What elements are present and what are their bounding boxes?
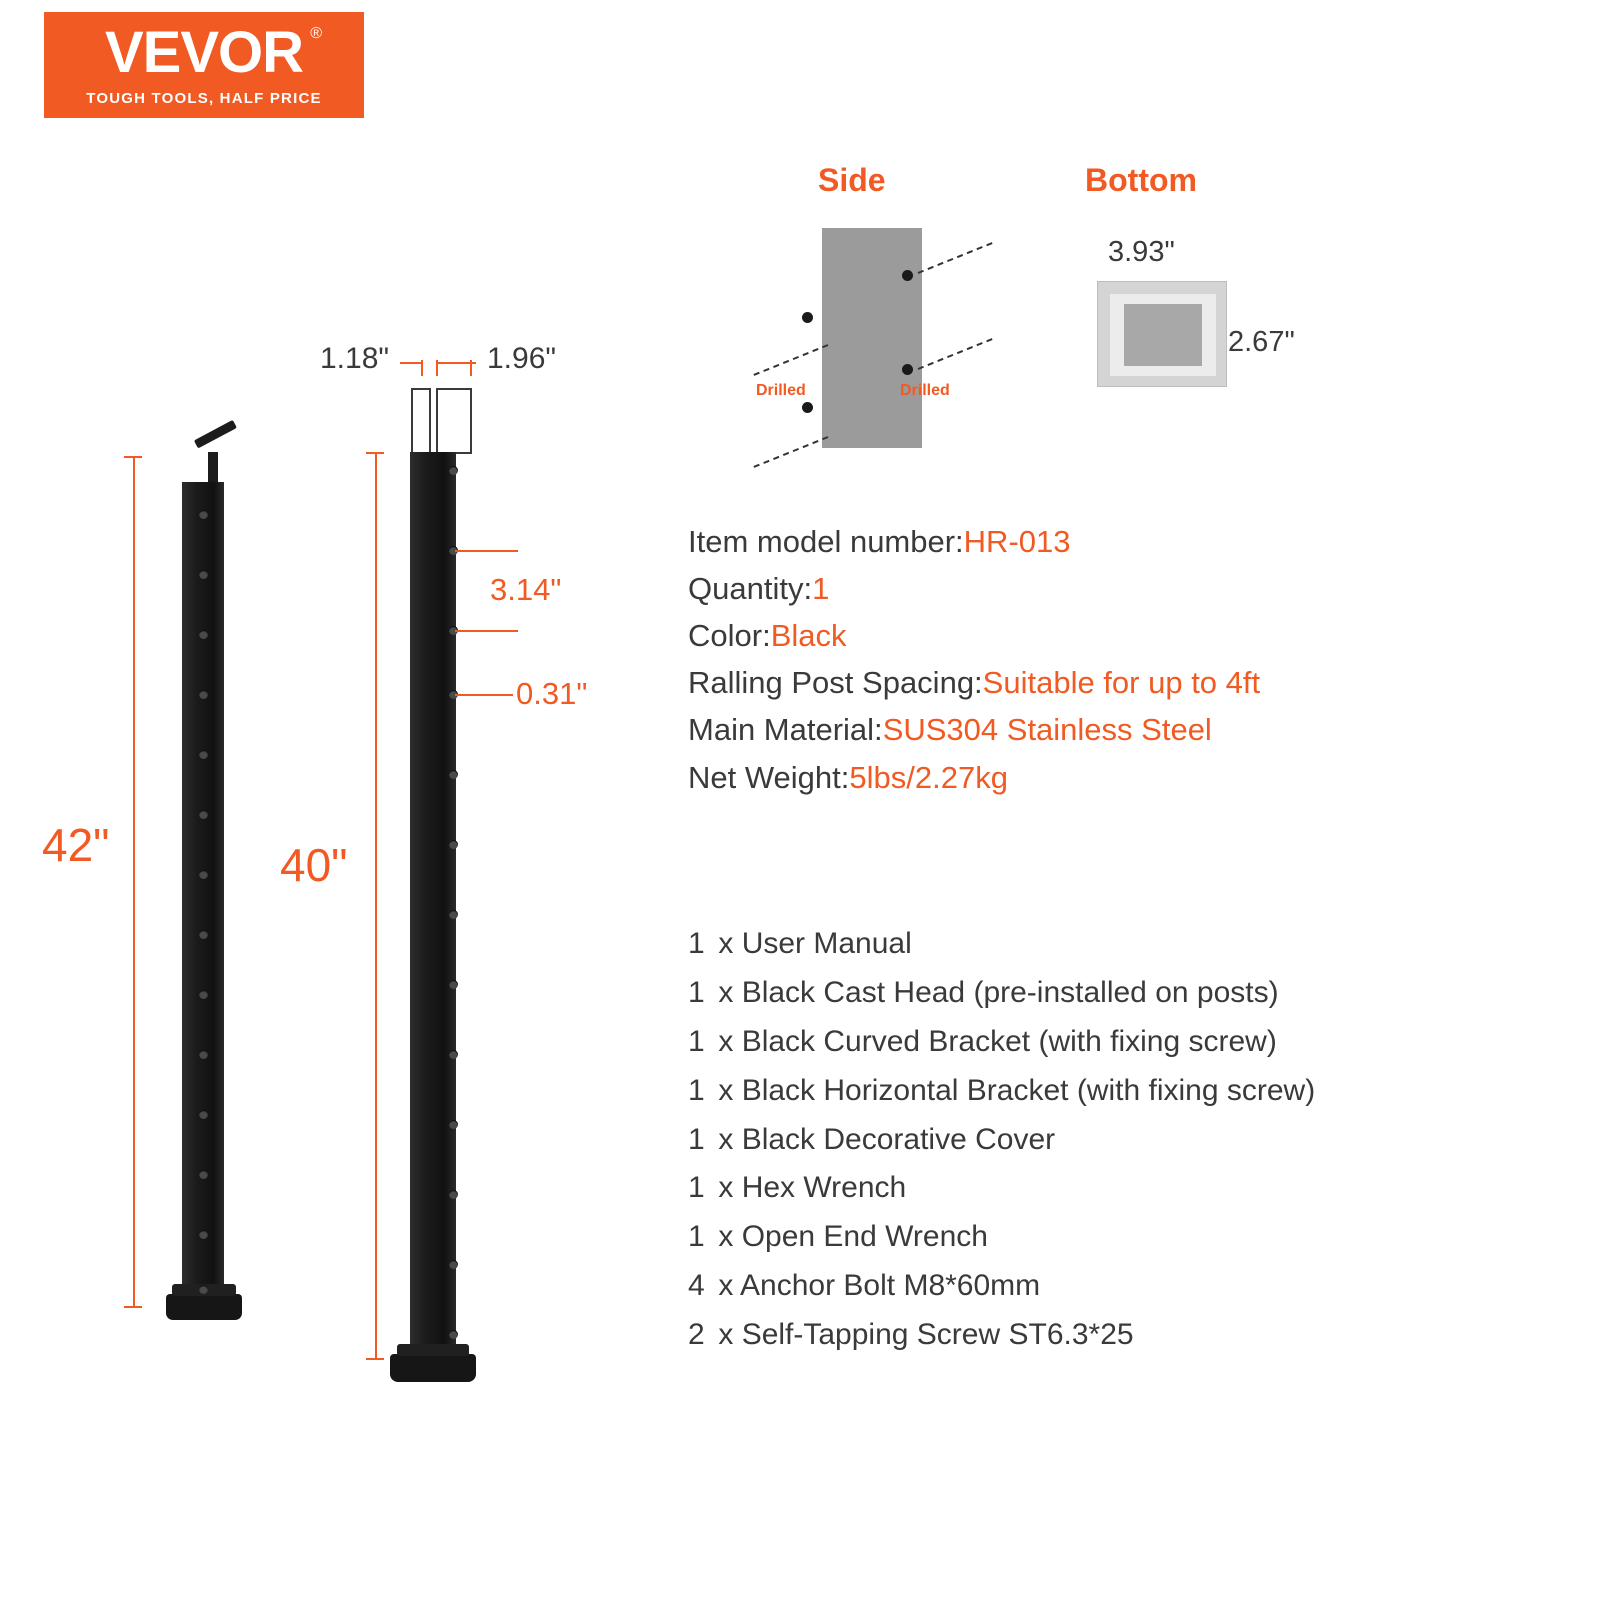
post-hole	[449, 1330, 458, 1339]
leader-hole-spacing-top	[455, 550, 518, 552]
spec-label: Item model number:	[688, 524, 964, 559]
label-tube-large: 1.96"	[487, 342, 557, 375]
dimension-tick	[124, 456, 142, 458]
item-name: Hex Wrench	[741, 1171, 907, 1205]
spec-value: 1	[812, 571, 830, 607]
post-40-base-plate	[390, 1354, 476, 1382]
spec-value: SUS304 Stainless Steel	[882, 712, 1212, 748]
item-qty: 1	[688, 975, 705, 1009]
drill-point	[902, 270, 913, 281]
list-item	[688, 1164, 1578, 1213]
post-hole	[199, 630, 208, 639]
spec-value: HR-013	[963, 524, 1071, 559]
dimension-tick	[436, 360, 438, 376]
item-name: Black Cast Head (pre-installed on posts)	[741, 975, 1279, 1009]
post-hole	[199, 810, 208, 819]
vevor-logo	[44, 12, 364, 118]
item-x: x	[718, 1171, 734, 1205]
post-hole	[199, 510, 208, 519]
post-hole	[199, 1230, 208, 1239]
cable-line	[753, 436, 828, 468]
list-item	[688, 1262, 1578, 1311]
item-name: Black Curved Bracket (with fixing screw)	[741, 1024, 1277, 1058]
list-item	[688, 1213, 1578, 1262]
item-name: Self-Tapping Screw ST6.3*25	[741, 1318, 1134, 1352]
label-bottom-width: 3.93"	[1108, 236, 1175, 268]
item-x: x	[718, 1269, 734, 1303]
cable-line	[753, 344, 828, 376]
dimension-tick	[421, 360, 423, 376]
item-qty: 1	[688, 1073, 705, 1107]
post-hole	[449, 910, 458, 919]
item-name: Open End Wrench	[741, 1220, 988, 1254]
post-hole	[449, 466, 458, 475]
side-view-title: Side	[818, 162, 886, 198]
post-40-body	[410, 452, 456, 1354]
dimension-tick	[366, 452, 384, 454]
post-hole	[449, 1120, 458, 1129]
brand-name-text: VEVOR	[104, 19, 304, 85]
dimension-line-40	[375, 452, 377, 1360]
label-post-40-height: 40"	[280, 839, 348, 891]
spec-value: Black	[770, 618, 847, 654]
post-hole	[449, 1260, 458, 1269]
item-name: Black Decorative Cover	[741, 1122, 1056, 1156]
spec-row	[688, 706, 1568, 753]
item-x: x	[718, 1318, 734, 1352]
post-hole	[199, 750, 208, 759]
leader-hole-spacing-bottom	[455, 630, 518, 632]
post-hole	[199, 870, 208, 879]
item-x: x	[718, 927, 734, 960]
spec-value: Suitable for up to 4ft	[982, 665, 1261, 701]
registered-mark: ®	[310, 24, 322, 42]
spec-row	[688, 518, 1568, 565]
spec-label: Ralling Post Spacing:	[688, 665, 983, 701]
post-hole	[449, 1190, 458, 1199]
list-item	[688, 1311, 1578, 1360]
spec-value: 5lbs/2.27kg	[849, 759, 1008, 795]
spec-label: Net Weight:	[688, 759, 850, 795]
label-tube-small: 1.18"	[320, 342, 390, 375]
label-bottom-height: 2.67"	[1228, 326, 1295, 358]
spec-label: Main Material:	[688, 712, 883, 748]
post-hole	[199, 570, 208, 579]
item-qty: 1	[688, 1220, 705, 1254]
item-x: x	[718, 975, 734, 1009]
post-hole	[199, 690, 208, 699]
specification-list	[688, 518, 1568, 801]
spec-row	[688, 754, 1568, 801]
post-hole	[449, 770, 458, 779]
post-42-base-plate	[166, 1294, 242, 1320]
brand-name	[104, 19, 322, 85]
label-post-42-height: 42"	[42, 819, 110, 871]
spec-row	[688, 612, 1568, 659]
label-drilled-left: Drilled	[756, 382, 806, 399]
label-hole-spacing: 3.14"	[490, 572, 562, 607]
label-hole-diameter: 0.31"	[516, 676, 588, 711]
item-name: Anchor Bolt M8*60mm	[740, 1269, 1041, 1303]
item-qty: 1	[688, 927, 705, 960]
dimension-tick	[124, 1306, 142, 1308]
drill-point	[902, 364, 913, 375]
item-qty: 4	[688, 1269, 705, 1303]
bottom-view-title: Bottom	[1085, 162, 1197, 198]
post-hole	[199, 930, 208, 939]
dimension-tick	[366, 1358, 384, 1360]
item-x: x	[718, 1122, 734, 1156]
package-contents-list	[688, 920, 1578, 1360]
label-drilled-right: Drilled	[900, 382, 950, 399]
drill-point	[802, 402, 813, 413]
list-item	[688, 1116, 1578, 1165]
tube-1-18	[411, 388, 431, 454]
bottom-plate-outline	[1097, 281, 1227, 387]
item-qty: 2	[688, 1318, 705, 1352]
item-qty: 1	[688, 1122, 705, 1156]
cable-line	[918, 338, 993, 370]
post-hole	[199, 1285, 208, 1294]
post-hole	[199, 1170, 208, 1179]
post-hole	[199, 1050, 208, 1059]
spec-row	[688, 659, 1568, 706]
item-qty: 1	[688, 1171, 705, 1205]
post-hole	[449, 840, 458, 849]
item-name: Black Horizontal Bracket (with fixing screw)	[741, 1073, 1316, 1107]
item-x: x	[718, 1220, 734, 1254]
dimension-line-42	[133, 456, 135, 1308]
bottom-plate-inner	[1124, 304, 1202, 366]
tube-1-96	[436, 388, 472, 454]
cable-line	[918, 242, 993, 274]
post-hole	[449, 980, 458, 989]
dimension-line-1-18	[400, 362, 422, 364]
spec-row	[688, 565, 1568, 612]
item-x: x	[718, 1073, 734, 1107]
list-item	[688, 1018, 1578, 1067]
dimension-tick	[470, 360, 472, 376]
list-item	[688, 920, 1578, 969]
item-x: x	[718, 1024, 734, 1058]
post-hole	[449, 1050, 458, 1059]
brand-tagline: TOUGH TOOLS, HALF PRICE	[86, 89, 322, 107]
post-hole	[199, 1110, 208, 1119]
list-item	[688, 969, 1578, 1018]
drill-point	[802, 312, 813, 323]
item-name: User Manual	[741, 927, 912, 960]
side-plate	[822, 228, 922, 448]
spec-label: Color:	[688, 618, 771, 654]
cast-head-icon	[196, 440, 240, 486]
spec-label: Quantity:	[688, 571, 813, 607]
post-hole	[199, 990, 208, 999]
item-qty: 1	[688, 1024, 705, 1058]
list-item	[688, 1067, 1578, 1116]
leader-hole-diameter	[455, 694, 513, 696]
